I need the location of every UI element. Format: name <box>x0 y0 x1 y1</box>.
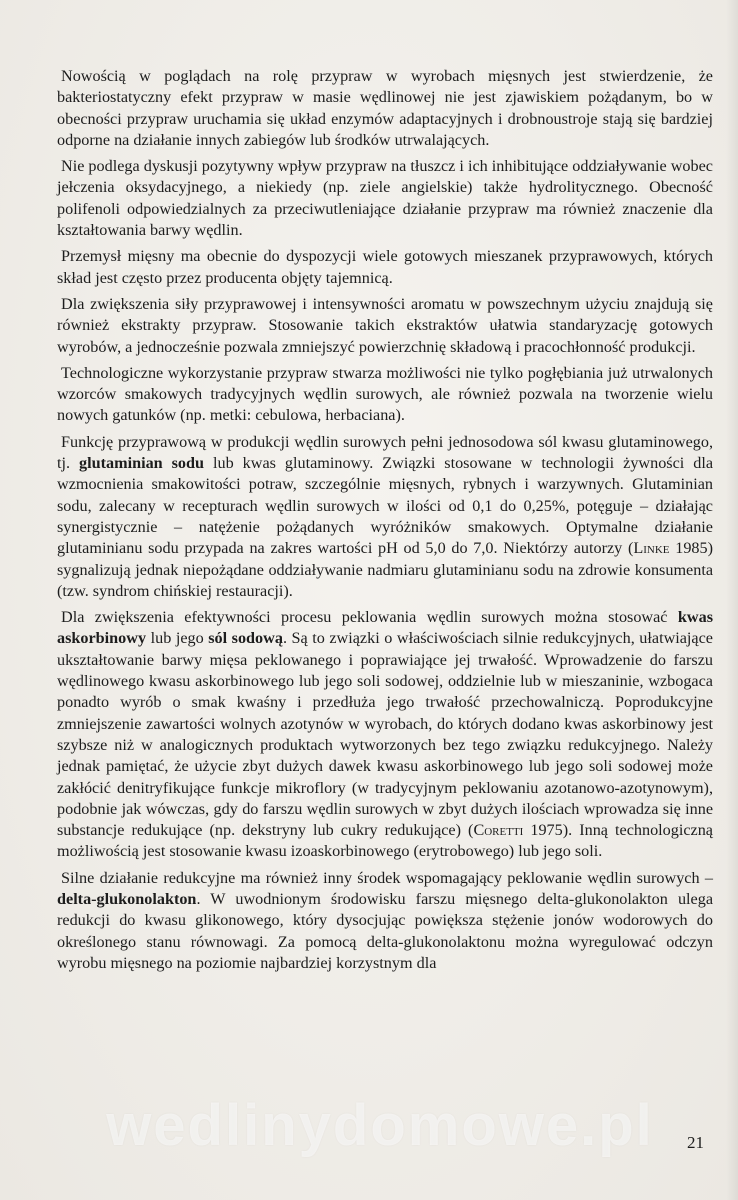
paragraph <box>57 246 713 289</box>
text-run: Funkcję przyprawową w produkcji wędlin surowych pełni jednosodowa sól kwasu glutaminowego, tj. <box>57 432 713 473</box>
author-citation: Coretti <box>473 821 524 840</box>
bold-term: kwas askorbinowy <box>57 608 713 648</box>
text-run: 1975). Inną technologiczną możliwością jest stosowanie kwasu izoaskorbinowego (erytrobowego) lub jego soli. <box>57 821 713 861</box>
text-run: . Są to związki o właściwościach silnie redukcyjnych, ułatwiające ukształtowanie barwy mięsa peklowanego i poprawiające jej trwałość. Wprowadzenie do farszu wędlinowego kwasu askorbinowego lub jego soli sodowej, oddzielnie lub w mieszaninie, wzbogaca ponadto wyrób o smak kwaśny i przedłuża jego trwałość przechowalniczą. Poprodukcyjne zmniejszenie zawartości wolnych azotynów w wyrobach, do których dodano kwas askorbinowy jest szybsze niż w analogicznych produktach wytworzonych bez tego związku redukcyjnego. Należy jednak pamiętać, że użycie zbyt dużych dawek kwasu askorbinowego lub jego soli sodowej może zakłócić denitryfikujące funkcje mikroflory (w tradycyjnym peklowaniu azotanowo-azotynowym), podobnie jak wówczas, gdy do farszu wędlin surowych w zbyt dużych ilościach wprowadza się inne substancje redukujące (np. dekstryny lub cukry redukujące) ( <box>57 629 713 840</box>
text-run: Silne działanie redukcyjne ma również inny środek wspomagający peklowanie wędlin surowych – <box>61 868 713 887</box>
text-run: lub jego <box>146 629 209 648</box>
paragraph <box>57 607 713 863</box>
paragraph <box>57 868 713 974</box>
text-body <box>57 66 713 979</box>
watermark: wedlinydomowe.pl <box>106 1093 654 1158</box>
paragraph <box>57 363 713 427</box>
text-run: Dla zwiększenia siły przyprawowej i intensywności aromatu w powszechnym użyciu znajdują się również ekstrakty przypraw. Stosowanie takich ekstraktów ułatwia standaryzację gotowych wyrobów, a jednocześnie pozwala zmniejszyć powierzchnię składową i pracochłonność produkcji. <box>57 294 713 356</box>
paragraph <box>57 294 713 358</box>
page-edge-shadow <box>726 0 738 1200</box>
paragraph <box>57 66 713 151</box>
bold-term: glutaminian sodu <box>79 454 205 473</box>
text-run: Przemysł mięsny ma obecnie do dyspozycji wiele gotowych mieszanek przyprawowych, których skład jest często przez producenta objęty tajemnicą. <box>57 247 713 287</box>
text-run: lub kwas glutaminowy. Związki stosowane w technologii żywności dla wzmocnienia smakowitości potraw, szczególnie mięsnych, rybnych i warzywnych. Glutaminian sodu, zalecany w recepturach wędlin surowych w ilości od 0,1 do 0,25%, potęguje – działając synergistycznie – natężenie pożądanych wyróżników smakowych. Optymalne działanie glutaminianu sodu przypada na zakres wartości pH od 5,0 do 7,0. Niektórzy autorzy ( <box>57 454 714 558</box>
page-number: 21 <box>687 1133 704 1152</box>
text-run: Nowością w poglądach na rolę przypraw w wyrobach mięsnych jest stwierdzenie, że bakteriostatyczny efekt przypraw w masie wędlinowej nie jest zjawiskiem pożądanym, bo w obecności przypraw uruchamia się układ enzymów adaptacyjnych i drobnoustroje stają się bardziej odporne na działanie innych zabiegów lub środków utrwalających. <box>57 67 713 149</box>
text-run: . W uwodnionym środowisku farszu mięsnego delta-glukonolakton ulega redukcji do kwasu glikonowego, który dysocjując powiększa stężenie jonów wodorowych do określonego stanu równowagi. Za pomocą delta-glukonolaktonu można wyregulować odczyn wyrobu mięsnego na poziomie najbardziej korzystnym dla <box>57 889 713 972</box>
paragraph <box>57 156 713 241</box>
paragraph <box>57 432 713 602</box>
text-run: 1985) sygnalizują jednak niepożądane oddziaływanie nadmiaru glutaminianu sodu na zdrowie konsumenta (tzw. syndrom chińskiej restauracji). <box>57 539 714 600</box>
text-run: Nie podlega dyskusji pozytywny wpływ przypraw na tłuszcz i ich inhibitujące oddziaływanie wobec jełczenia oksydacyjnego, a niekiedy (np. ziele angielskie) także hydrolitycznego. Obecność polifenoli odpowiedzialnych za przeciwutleniające działanie przypraw ma również znaczenie dla kształtowania barwy wędlin. <box>57 157 713 240</box>
author-citation: Linke <box>633 539 670 558</box>
bold-term: sól sodową <box>208 629 283 648</box>
text-run: Technologiczne wykorzystanie przypraw stwarza możliwości nie tylko pogłębiania już utrwalonych wzorców smakowych tradycyjnych wędlin surowych, ale również pozwala na tworzenie wielu nowych gatunków (np. metki: cebulowa, herbaciana). <box>57 363 713 425</box>
text-run: Dla zwiększenia efektywności procesu peklowania wędlin surowych można stosować <box>61 608 678 627</box>
bold-term: delta-glukonolakton <box>57 889 197 908</box>
